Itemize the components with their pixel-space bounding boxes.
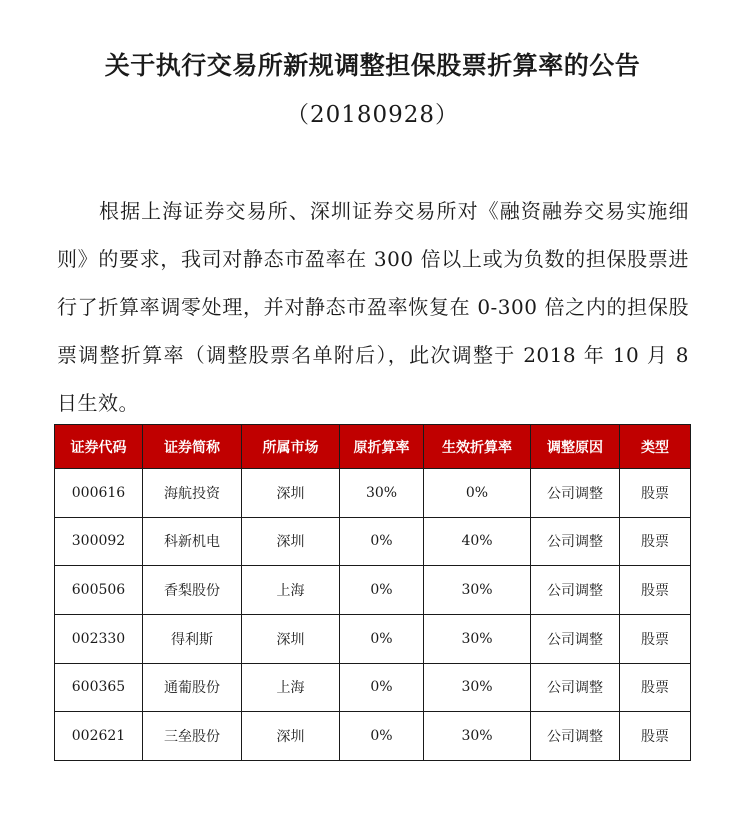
header-adjust-reason: 调整原因: [531, 425, 620, 469]
cell-effective-rate: 30%: [424, 566, 531, 615]
header-original-rate: 原折算率: [340, 425, 424, 469]
cell-type: 股票: [620, 566, 691, 615]
header-market: 所属市场: [242, 425, 340, 469]
cell-security-name: 通葡股份: [143, 663, 242, 712]
cell-type: 股票: [620, 712, 691, 761]
table-row: [55, 469, 691, 518]
cell-security-code: 002330: [55, 614, 143, 663]
cell-market: 深圳: [242, 469, 340, 518]
cell-security-code: 300092: [55, 517, 143, 566]
cell-security-name: 海航投资: [143, 469, 242, 518]
cell-security-code: 002621: [55, 712, 143, 761]
table-row: [55, 614, 691, 663]
table-header-row: [55, 425, 691, 469]
cell-adjust-reason: 公司调整: [531, 663, 620, 712]
cell-original-rate: 30%: [340, 469, 424, 518]
cell-security-code: 000616: [55, 469, 143, 518]
cell-market: 上海: [242, 566, 340, 615]
cell-original-rate: 0%: [340, 712, 424, 761]
cell-original-rate: 0%: [340, 566, 424, 615]
header-type: 类型: [620, 425, 691, 469]
table-row: [55, 566, 691, 615]
cell-market: 深圳: [242, 712, 340, 761]
cell-effective-rate: 30%: [424, 614, 531, 663]
cell-market: 深圳: [242, 517, 340, 566]
cell-security-name: 科新机电: [143, 517, 242, 566]
cell-adjust-reason: 公司调整: [531, 614, 620, 663]
cell-type: 股票: [620, 614, 691, 663]
page-subtitle: （20180928）: [285, 102, 460, 128]
cell-effective-rate: 30%: [424, 663, 531, 712]
page-title: 关于执行交易所新规调整担保股票折算率的公告: [104, 51, 641, 80]
table-row: [55, 517, 691, 566]
table-row: [55, 712, 691, 761]
cell-original-rate: 0%: [340, 517, 424, 566]
cell-type: 股票: [620, 469, 691, 518]
cell-market: 上海: [242, 663, 340, 712]
header-security-name: 证券简称: [143, 425, 242, 469]
cell-original-rate: 0%: [340, 663, 424, 712]
cell-market: 深圳: [242, 614, 340, 663]
cell-security-code: 600506: [55, 566, 143, 615]
cell-effective-rate: 0%: [424, 469, 531, 518]
cell-security-name: 得利斯: [143, 614, 242, 663]
cell-adjust-reason: 公司调整: [531, 712, 620, 761]
table-row: [55, 663, 691, 712]
adjusted-stocks-table: [54, 424, 691, 761]
cell-security-name: 三垒股份: [143, 712, 242, 761]
header-security-code: 证券代码: [55, 425, 143, 469]
cell-adjust-reason: 公司调整: [531, 566, 620, 615]
announcement-body: 根据上海证券交易所、深圳证券交易所对《融资融券交易实施细则》的要求，我司对静态市盈率在 300 倍以上或为负数的担保股票进行了折算率调零处理，并对静态市盈率恢复在 0-300 倍之内的担保股票调整折算率（调整股票名单附后），此次调整于 2018 年 10 月 8 日生效。: [57, 199, 689, 415]
cell-original-rate: 0%: [340, 614, 424, 663]
cell-type: 股票: [620, 517, 691, 566]
cell-effective-rate: 30%: [424, 712, 531, 761]
cell-type: 股票: [620, 663, 691, 712]
cell-effective-rate: 40%: [424, 517, 531, 566]
cell-adjust-reason: 公司调整: [531, 469, 620, 518]
header-effective-rate: 生效折算率: [424, 425, 531, 469]
cell-security-name: 香梨股份: [143, 566, 242, 615]
cell-adjust-reason: 公司调整: [531, 517, 620, 566]
cell-security-code: 600365: [55, 663, 143, 712]
